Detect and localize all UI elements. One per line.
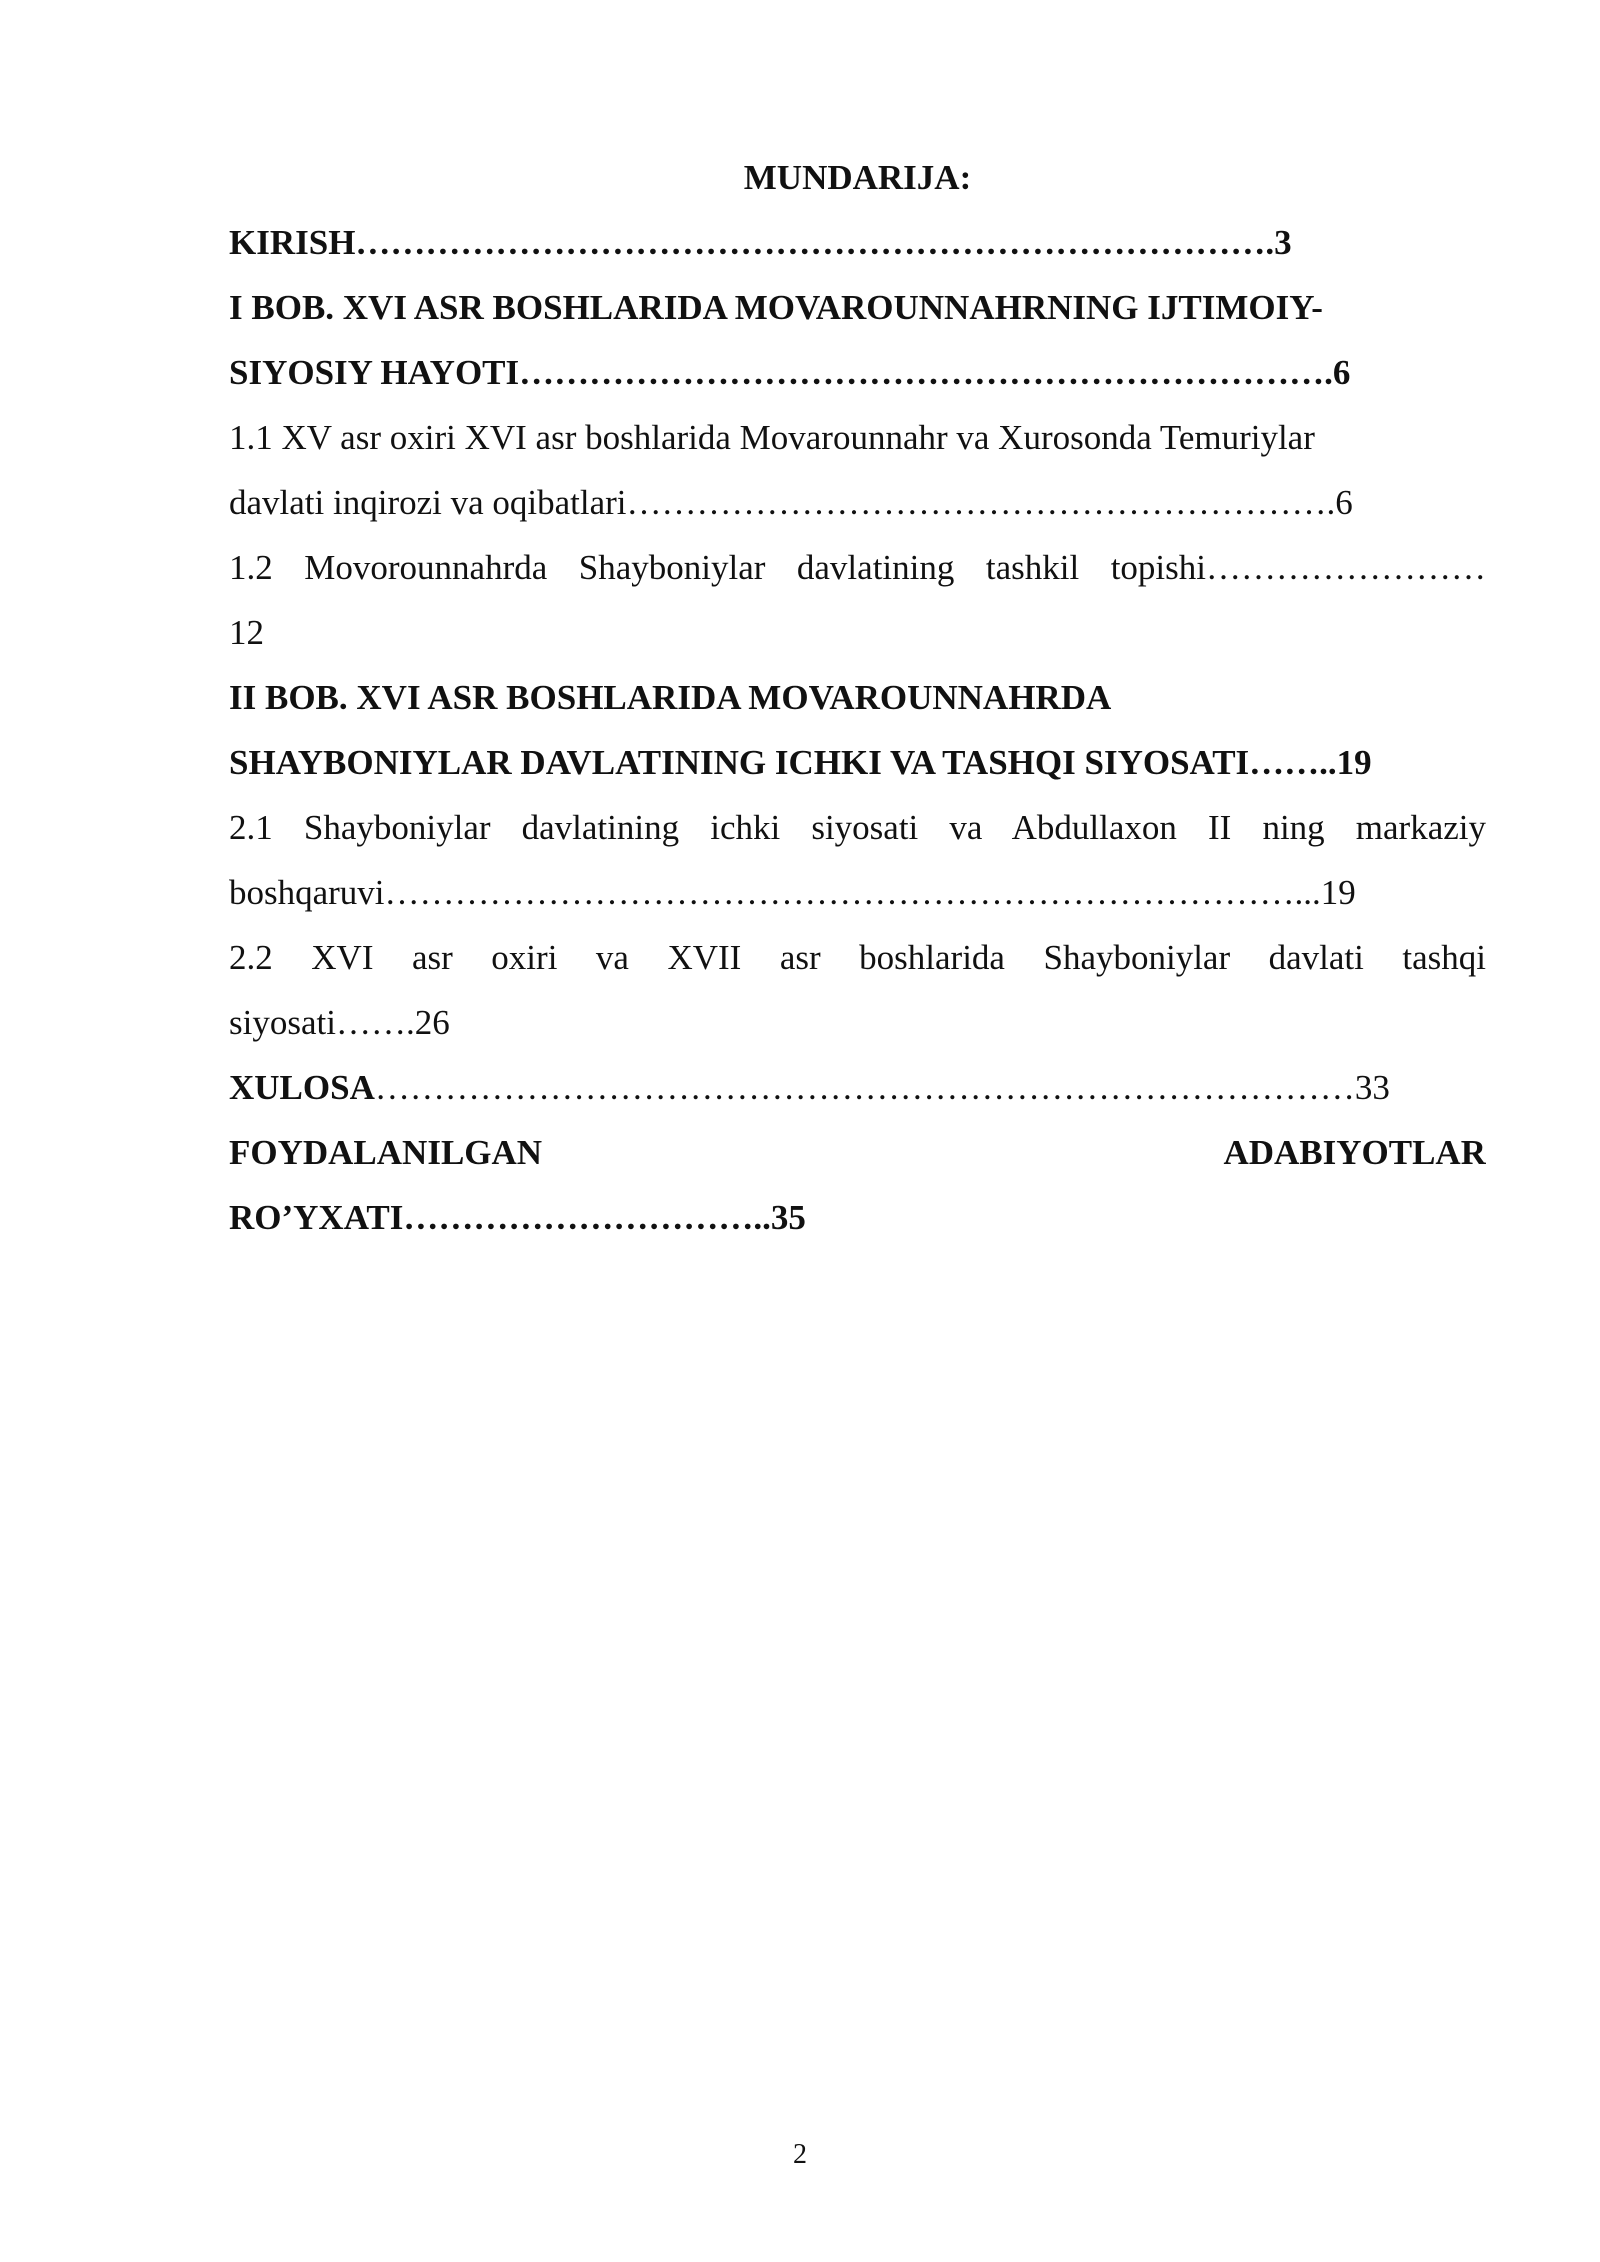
toc-entry-section-2-2-line-1: 2.2 XVI asr oxiri va XVII asr boshlarida Shayboniylar davlati tashqi: [229, 938, 1486, 977]
table-of-contents: [229, 145, 1486, 1250]
toc-entry-adabiyotlar-line-2: RO’YXATI…………………………..35: [229, 1198, 806, 1237]
toc-entry-chapter-2-line-1: II BOB. XVI ASR BOSHLARIDA MOVAROUNNAHRDA: [229, 678, 1112, 717]
toc-entry-adabiyotlar-word-2: ADABIYOTLAR: [1223, 1133, 1486, 1172]
toc-entry-chapter-1-line-1: I BOB. XVI ASR BOSHLARIDA MOVAROUNNAHRNING IJTIMOIY-: [229, 288, 1323, 327]
toc-entry-xulosa: [229, 1055, 1486, 1120]
toc-entry-chapter-1-line-2: SIYOSIY HAYOTI…………………………………………………………….6: [229, 353, 1351, 392]
toc-entry-section-2-1-line-1: 2.1 Shayboniylar davlatining ichki siyosati va Abdullaxon II ning markaziy: [229, 808, 1486, 847]
toc-entry-section-1-2-line-2: 12: [229, 613, 264, 652]
toc-entry-kirish: KIRISH…………………………………………………………………….3: [229, 223, 1292, 262]
toc-entry-section-2-2-line-2: siyosati…….26: [229, 1003, 450, 1042]
toc-entry-xulosa-label: XULOSA: [229, 1068, 375, 1107]
toc-entry-section-1-1-line-1: 1.1 XV asr oxiri XVI asr boshlarida Movarounnahr va Xurosonda Temuriylar: [229, 418, 1315, 457]
page-number: 2: [793, 2139, 807, 2170]
toc-entry-section-1-1-line-2: davlati inqirozi va oqibatlari…………………………………………………….6: [229, 483, 1353, 522]
toc-entry-section-2-1-line-2: boshqaruvi……………………………………………………………………...19: [229, 873, 1356, 912]
toc-entry-xulosa-leader: …………………………………………………………………………33: [374, 1068, 1390, 1107]
toc-entry-adabiyotlar-line-1: [229, 1120, 1486, 1185]
toc-entry-section-1-2-line-1: 1.2 Movorounnahrda Shayboniylar davlatining tashkil topishi……………………: [229, 548, 1486, 587]
toc-entry-adabiyotlar-word-1: FOYDALANILGAN: [229, 1133, 543, 1172]
toc-title: MUNDARIJA:: [743, 158, 972, 197]
toc-entry-chapter-2-line-2: SHAYBONIYLAR DAVLATINING ICHKI VA TASHQI SIYOSATI……..19: [229, 743, 1372, 782]
